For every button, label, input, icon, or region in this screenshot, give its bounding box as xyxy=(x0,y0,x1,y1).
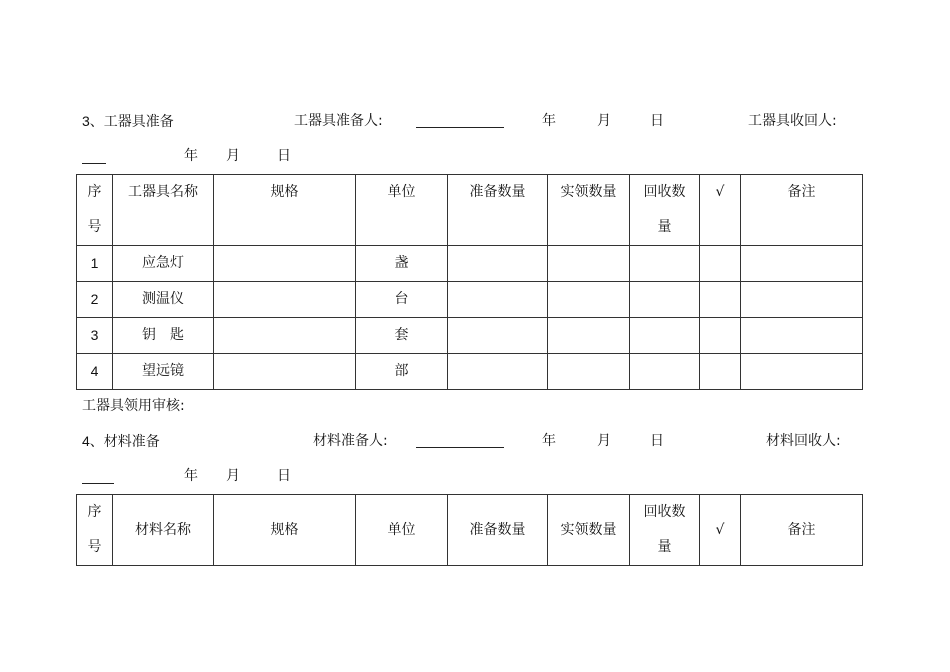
cell-seq: 3 xyxy=(77,318,113,354)
header-check: √ xyxy=(700,495,741,566)
cell-spec[interactable] xyxy=(214,354,356,390)
cell-return-qty[interactable] xyxy=(630,282,700,318)
material-preparer-blank[interactable] xyxy=(416,447,504,448)
table-row xyxy=(77,318,863,354)
cell-prep-qty[interactable] xyxy=(448,318,548,354)
day-label: 日 xyxy=(277,148,291,164)
material-recipient-label: 材料回收人: xyxy=(766,433,841,449)
materials-table xyxy=(76,494,863,566)
header-actual-qty: 实领数量 xyxy=(548,495,630,566)
table-header-row xyxy=(77,495,863,566)
header-return-qty xyxy=(630,495,700,566)
header-remark: 备注 xyxy=(741,175,863,246)
day-label: 日 xyxy=(650,113,664,129)
header-seq-line1: 序 xyxy=(87,504,102,520)
month-label: 月 xyxy=(226,148,240,164)
header-return-line1: 回收数 xyxy=(643,504,686,520)
cell-name: 望远镜 xyxy=(113,354,214,390)
cell-return-qty[interactable] xyxy=(630,246,700,282)
cell-check[interactable] xyxy=(700,354,741,390)
header-remark: 备注 xyxy=(741,495,863,566)
cell-actual-qty[interactable] xyxy=(548,246,630,282)
tool-recipient-label: 工器具收回人: xyxy=(748,113,837,129)
header-unit: 单位 xyxy=(356,495,448,566)
day-label: 日 xyxy=(277,468,291,484)
material-preparer-label: 材料准备人: xyxy=(313,433,388,449)
cell-remark[interactable] xyxy=(741,246,863,282)
header-actual-qty: 实领数量 xyxy=(548,175,630,246)
cell-unit: 台 xyxy=(356,282,448,318)
header-check: √ xyxy=(700,175,741,246)
day-label: 日 xyxy=(650,433,664,449)
material-recipient-blank[interactable] xyxy=(82,483,114,484)
year-label: 年 xyxy=(542,433,556,449)
tools-table xyxy=(76,174,863,390)
header-prep-qty: 准备数量 xyxy=(448,495,548,566)
cell-check[interactable] xyxy=(700,246,741,282)
cell-return-qty[interactable] xyxy=(630,354,700,390)
cell-spec[interactable] xyxy=(214,246,356,282)
header-seq-line2: 号 xyxy=(87,539,102,555)
month-label: 月 xyxy=(597,113,611,129)
cell-actual-qty[interactable] xyxy=(548,354,630,390)
cell-name: 钥 匙 xyxy=(113,318,214,354)
cell-remark[interactable] xyxy=(741,354,863,390)
header-spec: 规格 xyxy=(214,495,356,566)
table-header-row xyxy=(77,175,863,246)
table-row xyxy=(77,354,863,390)
cell-check[interactable] xyxy=(700,318,741,354)
header-seq xyxy=(77,175,113,246)
year-label: 年 xyxy=(542,113,556,129)
cell-name: 应急灯 xyxy=(113,246,214,282)
cell-unit: 部 xyxy=(356,354,448,390)
header-seq xyxy=(77,495,113,566)
header-spec: 规格 xyxy=(214,175,356,246)
header-prep-qty: 准备数量 xyxy=(448,175,548,246)
header-return-line2: 量 xyxy=(657,219,672,235)
cell-seq: 2 xyxy=(77,282,113,318)
header-return-line1: 回收数 xyxy=(643,184,686,200)
section4-title: 4、材料准备 xyxy=(82,433,160,449)
cell-return-qty[interactable] xyxy=(630,318,700,354)
tool-review-label: 工器具领用审核: xyxy=(82,398,185,414)
cell-remark[interactable] xyxy=(741,282,863,318)
header-unit: 单位 xyxy=(356,175,448,246)
header-return-qty xyxy=(630,175,700,246)
cell-unit: 盏 xyxy=(356,246,448,282)
section3-title: 3、工器具准备 xyxy=(82,113,174,129)
header-name: 材料名称 xyxy=(113,495,214,566)
cell-prep-qty[interactable] xyxy=(448,354,548,390)
header-return-line2: 量 xyxy=(657,539,672,555)
year-label: 年 xyxy=(184,468,198,484)
cell-seq: 1 xyxy=(77,246,113,282)
tool-preparer-label: 工器具准备人: xyxy=(294,113,383,129)
cell-actual-qty[interactable] xyxy=(548,282,630,318)
month-label: 月 xyxy=(597,433,611,449)
cell-actual-qty[interactable] xyxy=(548,318,630,354)
cell-check[interactable] xyxy=(700,282,741,318)
table-row xyxy=(77,282,863,318)
cell-spec[interactable] xyxy=(214,318,356,354)
cell-prep-qty[interactable] xyxy=(448,282,548,318)
tool-preparer-blank[interactable] xyxy=(416,127,504,128)
header-seq-line2: 号 xyxy=(87,219,102,235)
cell-unit: 套 xyxy=(356,318,448,354)
cell-remark[interactable] xyxy=(741,318,863,354)
header-seq-line1: 序 xyxy=(87,184,102,200)
month-label: 月 xyxy=(226,468,240,484)
cell-prep-qty[interactable] xyxy=(448,246,548,282)
cell-name: 测温仪 xyxy=(113,282,214,318)
header-name: 工器具名称 xyxy=(113,175,214,246)
cell-seq: 4 xyxy=(77,354,113,390)
year-label: 年 xyxy=(184,148,198,164)
tool-recipient-blank[interactable] xyxy=(82,163,106,164)
table-row xyxy=(77,246,863,282)
cell-spec[interactable] xyxy=(214,282,356,318)
